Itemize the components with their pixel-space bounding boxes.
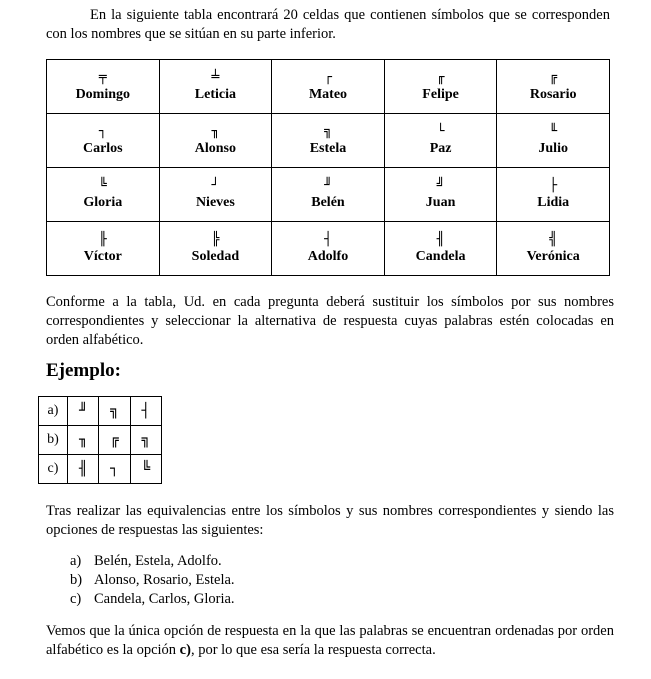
example-symbol: ╗	[99, 397, 130, 426]
example-row-label: c)	[39, 455, 68, 484]
symbol-cell	[159, 60, 272, 114]
option-letter: b)	[70, 572, 83, 588]
example-row-label: b)	[39, 426, 68, 455]
answer-options-list	[70, 552, 235, 609]
symbol-cell	[159, 168, 272, 222]
symbol-name: Verónica	[526, 249, 580, 264]
symbol-name: Víctor	[83, 249, 122, 264]
example-symbol: ╚	[130, 455, 161, 484]
symbol-name: Estela	[309, 141, 347, 156]
symbol-cell	[497, 60, 610, 114]
example-symbol: ╖	[68, 426, 99, 455]
symbol-cell	[272, 60, 385, 114]
options-intro-paragraph: Tras realizar las equivalencias entre los símbolos y sus nombres correspondientes y siendo las opciones de respuestas las siguientes:	[46, 503, 614, 538]
symbol-cell	[159, 114, 272, 168]
example-symbol: ┐	[99, 455, 130, 484]
symbol-cell	[384, 60, 497, 114]
symbol-name: Domingo	[75, 87, 131, 102]
symbol-name: Nieves	[195, 195, 235, 210]
example-symbol: ╢	[68, 455, 99, 484]
symbol-name: Soledad	[191, 249, 240, 264]
symbol-cell	[384, 168, 497, 222]
example-table	[38, 396, 162, 484]
symbol-name: Adolfo	[307, 249, 349, 264]
symbol-name: Felipe	[422, 87, 459, 102]
symbol-glyph: ┐	[98, 124, 107, 139]
symbol-glyph: ╗	[324, 124, 332, 139]
symbol-cell	[159, 222, 272, 276]
symbol-table	[46, 59, 610, 276]
symbol-glyph: ┘	[211, 178, 220, 193]
option-letter: c)	[70, 591, 82, 607]
symbol-glyph: ┌	[324, 70, 332, 85]
example-symbol: ╗	[130, 426, 161, 455]
example-symbol: ┤	[130, 397, 161, 426]
answer-option	[70, 590, 235, 609]
symbol-glyph: ╔	[549, 70, 558, 85]
symbol-glyph: ╓	[436, 70, 445, 85]
symbol-glyph: ╣	[549, 232, 558, 247]
symbol-cell	[47, 114, 160, 168]
example-symbol: ╜	[68, 397, 99, 426]
symbol-name: Alonso	[194, 141, 236, 156]
symbol-name: Leticia	[194, 87, 236, 102]
symbol-glyph: ╖	[211, 124, 220, 139]
option-text: Alonso, Rosario, Estela.	[94, 572, 235, 588]
symbol-name: Juan	[425, 195, 456, 210]
correct-answer: c)	[179, 642, 191, 658]
symbol-cell	[47, 60, 160, 114]
example-row	[39, 397, 162, 426]
intro-text: En la siguiente tabla encontrará 20 celdas que contienen símbolos que se corresponden con los nombres que se sitúan en su parte inferior.	[46, 7, 610, 42]
option-text: Belén, Estela, Adolfo.	[94, 553, 222, 569]
symbol-glyph: ╤	[98, 70, 107, 85]
answer-option	[70, 552, 235, 571]
symbol-glyph: ╝	[436, 178, 445, 193]
symbol-glyph: └	[436, 124, 445, 139]
symbol-glyph: ╟	[98, 232, 107, 247]
conclusion-paragraph	[46, 622, 614, 660]
symbol-glyph: ╚	[98, 178, 107, 193]
symbol-cell	[47, 168, 160, 222]
symbol-glyph: ╧	[211, 70, 220, 85]
symbol-cell	[497, 168, 610, 222]
symbol-name: Mateo	[308, 87, 348, 102]
symbol-cell	[497, 222, 610, 276]
symbol-glyph: ╢	[436, 232, 445, 247]
symbol-glyph: ╙	[549, 124, 558, 139]
symbol-glyph: ╜	[324, 178, 332, 193]
symbol-table-row	[47, 222, 610, 276]
symbol-cell	[384, 114, 497, 168]
option-letter: a)	[70, 553, 82, 569]
conclusion-text-after: , por lo que esa sería la respuesta correcta.	[190, 642, 436, 658]
symbol-table-row	[47, 60, 610, 114]
symbol-name: Julio	[538, 141, 568, 156]
symbol-name: Lidia	[537, 195, 570, 210]
symbol-glyph: ╠	[211, 232, 220, 247]
instructions-paragraph: Conforme a la tabla, Ud. en cada pregunta deberá sustituir los símbolos por sus nombres correspondientes y seleccionar la alternativa de respuesta cuyas palabras estén colocadas en orden alfabético.	[46, 294, 614, 348]
symbol-cell	[47, 222, 160, 276]
symbol-cell	[272, 114, 385, 168]
example-symbol: ╔	[99, 426, 130, 455]
example-heading: Ejemplo:	[46, 360, 121, 381]
option-text: Candela, Carlos, Gloria.	[94, 591, 235, 607]
symbol-name: Belén	[311, 195, 345, 210]
symbol-glyph: ├	[549, 178, 558, 193]
answer-option	[70, 571, 235, 590]
example-row	[39, 455, 162, 484]
symbol-name: Paz	[429, 141, 452, 156]
symbol-table-row	[47, 114, 610, 168]
symbol-cell	[497, 114, 610, 168]
symbol-name: Gloria	[83, 195, 123, 210]
intro-paragraph	[46, 6, 610, 44]
symbol-name: Carlos	[82, 141, 123, 156]
symbol-name: Candela	[415, 249, 466, 264]
example-row	[39, 426, 162, 455]
symbol-cell	[272, 168, 385, 222]
symbol-table-row	[47, 168, 610, 222]
symbol-cell	[272, 222, 385, 276]
symbol-name: Rosario	[529, 87, 577, 102]
symbol-cell	[384, 222, 497, 276]
symbol-glyph: ┤	[324, 232, 332, 247]
example-row-label: a)	[39, 397, 68, 426]
conclusion-text-before: Vemos que la única opción de respuesta en la que las palabras se encuentran ordenadas por orden alfabético es la opción	[46, 623, 614, 658]
